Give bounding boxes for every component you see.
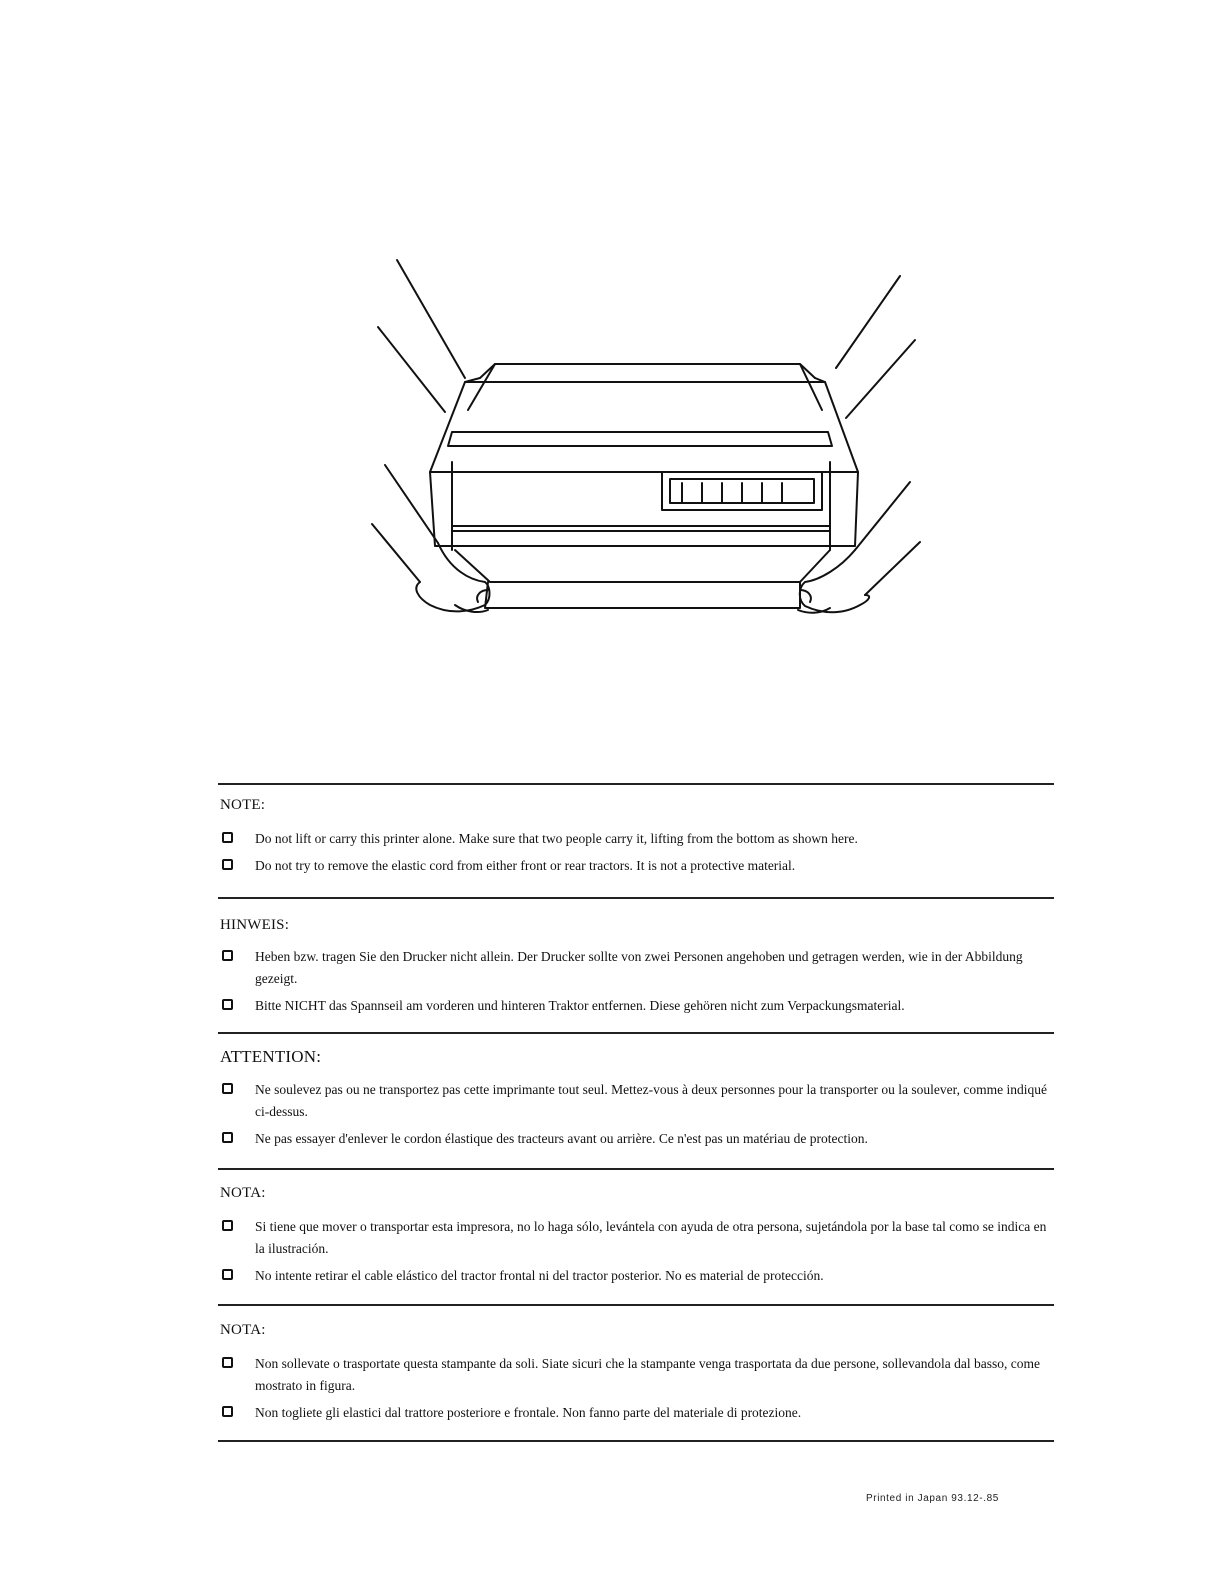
- note-text: Ne pas essayer d'enlever le cordon élastique des tracteurs avant ou arrière. Ce n'est pas un matériau de protection.: [255, 1131, 868, 1146]
- rule-3: [218, 1168, 1054, 1170]
- checkbox-bullet-icon: [222, 1269, 233, 1280]
- note-text: Do not try to remove the elastic cord from either front or rear tractors. It is not a protective material.: [255, 858, 796, 873]
- note-item: [218, 1128, 1054, 1150]
- checkbox-bullet-icon: [222, 1357, 233, 1368]
- note-text: Heben bzw. tragen Sie den Drucker nicht allein. Der Drucker sollte von zwei Personen angehoben und getragen werden, wie in der Abbildung gezeigt.: [255, 949, 1023, 986]
- note-text: Non togliete gli elastici dal trattore posteriore e frontale. Non fanno parte del materiale di protezione.: [255, 1405, 802, 1420]
- checkbox-bullet-icon: [222, 999, 233, 1010]
- note-section-english: [218, 797, 1054, 877]
- section-heading: ATTENTION:: [220, 1047, 322, 1066]
- printed-in-footer: Printed in Japan 93.12-.85: [866, 1493, 999, 1504]
- checkbox-bullet-icon: [222, 859, 233, 870]
- note-item: [218, 1265, 1054, 1287]
- rule-2: [218, 1032, 1054, 1034]
- section-heading: NOTA:: [220, 1322, 266, 1338]
- note-item: [218, 995, 1054, 1017]
- note-section-spanish: [218, 1185, 1054, 1287]
- note-item: [218, 855, 1054, 877]
- rule-top: [218, 783, 1054, 785]
- note-item: [218, 828, 1054, 850]
- note-section-french: [218, 1047, 1054, 1150]
- rule-bottom: [218, 1440, 1054, 1442]
- note-text: Ne soulevez pas ou ne transportez pas cette imprimante tout seul. Mettez-vous à deux personnes pour la transporter ou la soulever, comme indiqué ci-dessus.: [255, 1082, 1047, 1119]
- checkbox-bullet-icon: [222, 1220, 233, 1231]
- section-heading: HINWEIS:: [220, 917, 290, 933]
- note-text: No intente retirar el cable elástico del tractor frontal ni del tractor posterior. No es material de protección.: [255, 1268, 824, 1283]
- note-item: [218, 946, 1054, 990]
- checkbox-bullet-icon: [222, 950, 233, 961]
- note-item: [218, 1402, 1054, 1424]
- note-item: [218, 1353, 1054, 1397]
- checkbox-bullet-icon: [222, 1406, 233, 1417]
- note-section-italian: [218, 1322, 1054, 1424]
- note-item: [218, 1079, 1054, 1123]
- checkbox-bullet-icon: [222, 1083, 233, 1094]
- note-text: Do not lift or carry this printer alone. Make sure that two people carry it, lifting from the bottom as shown here.: [255, 831, 858, 846]
- note-text: Si tiene que mover o transportar esta impresora, no lo haga sólo, levántela con ayuda de otra persona, sujetándola por la base tal como se indica en la ilustración.: [255, 1219, 1047, 1256]
- note-text: Bitte NICHT das Spannseil am vorderen und hinteren Traktor entfernen. Diese gehören nicht zum Verpackungsmaterial.: [255, 998, 905, 1013]
- rule-1: [218, 897, 1054, 899]
- printer-lifting-illustration: [360, 250, 930, 640]
- section-heading: NOTE:: [220, 797, 266, 813]
- note-text: Non sollevate o trasportate questa stampante da soli. Siate sicuri che la stampante venga trasportata da due persone, sollevandola dal basso, come mostrato in figura.: [255, 1356, 1040, 1393]
- note-item: [218, 1216, 1054, 1260]
- checkbox-bullet-icon: [222, 1132, 233, 1143]
- checkbox-bullet-icon: [222, 832, 233, 843]
- rule-4: [218, 1304, 1054, 1306]
- note-section-german: [218, 917, 1054, 1017]
- section-heading: NOTA:: [220, 1185, 266, 1201]
